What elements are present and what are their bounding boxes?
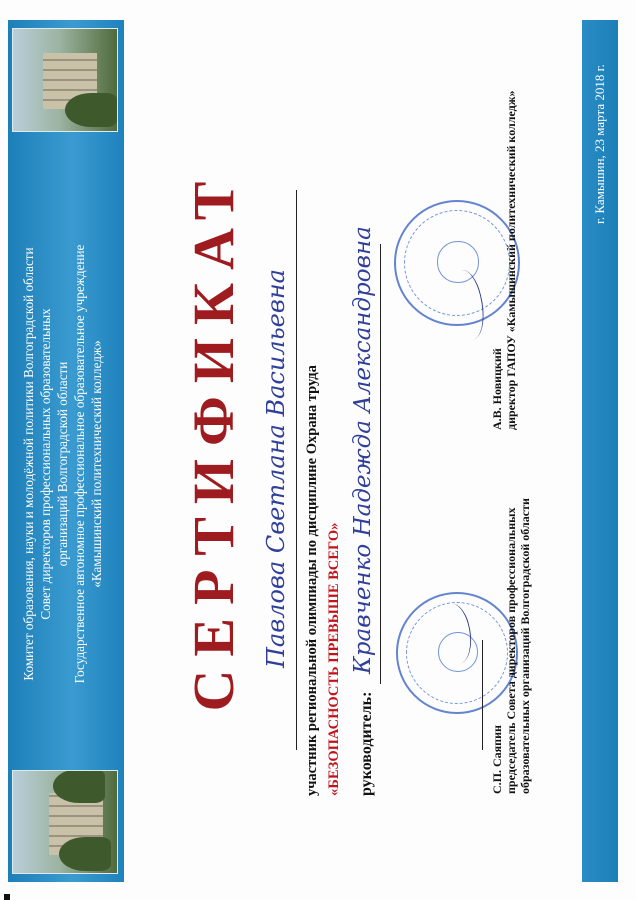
signer-left-position: председатель Совета директоров профессиональных <box>504 507 518 794</box>
header-line: «Камышинский политехнический колледж» <box>89 340 104 588</box>
header-line: организаций Волгоградской области <box>55 361 70 567</box>
header-line: Государственное автономное профессиональное образовательное учреждение <box>72 244 87 684</box>
tree-shape <box>53 770 105 803</box>
supervisor-name-handwritten: Кравченко Надежда Александровна <box>350 226 376 674</box>
tree-shape <box>65 93 117 127</box>
signer-right-name: А.В. Новицкий <box>490 348 504 430</box>
olympiad-motto: «БЕЗОПАСНОСТЬ ПРЕВЫШЕ ВСЕГО» <box>326 522 342 796</box>
signer-right-position: директор ГАПОУ «Камышинский политехнический колледж» <box>504 90 518 430</box>
recipient-underline <box>296 190 297 750</box>
place-date: г. Камышин, 23 марта 2018 г. <box>592 64 607 224</box>
certificate-title: СЕРТИФИКАТ <box>181 168 246 712</box>
organizations-header <box>20 184 105 744</box>
header-line: Комитет образования, науки и молодёжной политики Волгоградской области <box>21 247 36 681</box>
supervisor-label: руководитель: <box>358 691 375 796</box>
header-line: Совет директоров профессиональных образовательных <box>38 308 53 620</box>
college-photo-left <box>12 770 118 874</box>
signer-left-position: образовательных организаций Волгоградской области <box>518 498 532 794</box>
college-photo-right <box>12 28 118 132</box>
header-band <box>8 20 124 882</box>
recipient-name-handwritten: Павлова Светлана Васильевна <box>262 269 290 668</box>
supervisor-underline <box>380 244 381 684</box>
signer-left-name: С.П. Саяпин <box>490 725 504 794</box>
tree-shape <box>59 837 111 871</box>
signature-line-left <box>482 640 483 750</box>
scan-mark <box>4 894 10 900</box>
participation-text: участник региональной олимпиады по дисциплине Охрана труда <box>304 365 320 796</box>
